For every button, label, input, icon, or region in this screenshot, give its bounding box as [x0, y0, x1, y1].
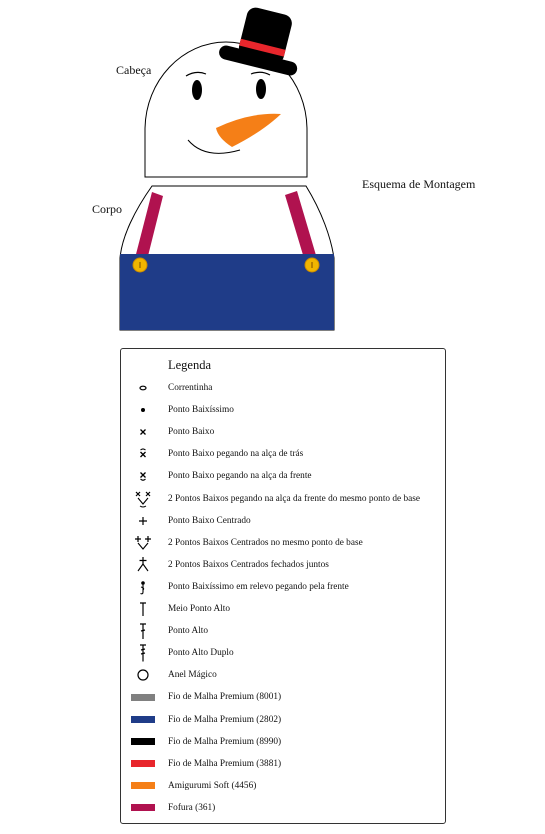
legend-item-label: Fio de Malha Premium (3881) [168, 758, 282, 769]
color-swatch [131, 694, 155, 701]
legend-item [121, 711, 447, 729]
legend-item-label: Ponto Alto [168, 626, 209, 637]
color-swatch-icon [131, 799, 155, 817]
legend-item [121, 445, 447, 463]
centered-increase-icon [131, 534, 155, 552]
legend-item [121, 534, 447, 552]
legend-item-label: Correntinha [168, 383, 213, 393]
legend-item [121, 490, 447, 508]
front-post-slip-stitch-icon [131, 578, 155, 596]
legend-title: Legenda [168, 358, 212, 372]
diagram-title: Esquema de Montagem [362, 177, 476, 191]
legend-item-label: Ponto Baixo Centrado [168, 515, 251, 526]
color-swatch-icon [131, 777, 155, 795]
legend-item [121, 755, 447, 773]
color-swatch-icon [131, 688, 155, 706]
single-crochet-front-loop-icon [131, 467, 155, 485]
treble-crochet-icon [131, 644, 155, 662]
chain-stitch-icon [131, 379, 155, 397]
magic-ring-icon [131, 666, 155, 684]
legend-item-label: Amigurumi Soft (4456) [168, 780, 257, 791]
legend-item-label: Fio de Malha Premium (2802) [168, 714, 282, 725]
label-head: Cabeça [116, 63, 152, 77]
increase-front-loop-icon [131, 490, 155, 508]
legend-item-label: Fio de Malha Premium (8001) [168, 692, 282, 703]
color-swatch [131, 804, 155, 811]
legend-item [121, 666, 447, 684]
legend-box [120, 348, 446, 824]
legend-item [121, 622, 447, 640]
legend-item [121, 799, 447, 817]
legend-item [121, 401, 447, 419]
single-crochet-icon [131, 423, 155, 441]
legend-item [121, 644, 447, 662]
legend-item-label: 2 Pontos Baixos pegando na alça da frente do mesmo ponto de base [168, 493, 420, 504]
legend-item [121, 423, 447, 441]
color-swatch-icon [131, 733, 155, 751]
single-crochet-back-loop-icon [131, 445, 155, 463]
legend-item-label: 2 Pontos Baixos Centrados no mesmo ponto de base [168, 537, 363, 548]
centered-single-crochet-icon [131, 512, 155, 530]
slip-stitch-icon [131, 401, 155, 419]
color-swatch-icon [131, 755, 155, 773]
legend-item-label: Ponto Baixíssimo [168, 405, 234, 416]
eye-right [256, 79, 266, 99]
legend-item [121, 733, 447, 751]
double-crochet-icon [131, 622, 155, 640]
legend-item-label: Fio de Malha Premium (8990) [168, 736, 282, 747]
legend-item-label: Anel Mágico [168, 670, 217, 681]
color-swatch [131, 760, 155, 767]
legend-item-label: Meio Ponto Alto [168, 604, 230, 614]
legend-item-label: Ponto Baixo pegando na alça de trás [168, 449, 304, 460]
half-double-crochet-icon [131, 600, 155, 618]
legend-item [121, 467, 447, 485]
legend-item-label: Fofura (361) [168, 802, 216, 813]
label-body: Corpo [92, 202, 122, 216]
legend-item [121, 379, 447, 397]
color-swatch-icon [131, 711, 155, 729]
color-swatch [131, 738, 155, 745]
head-part [145, 1, 309, 177]
legend-item-label: Ponto Alto Duplo [168, 648, 234, 659]
legend-item-label: Ponto Baixo pegando na alça da frente [168, 471, 312, 482]
color-swatch [131, 782, 155, 789]
legend-item [121, 512, 447, 530]
legend-item-label: 2 Pontos Baixos Centrados fechados juntos [168, 559, 329, 570]
legend-item [121, 688, 447, 706]
legend-item [121, 600, 447, 618]
legend-item [121, 777, 447, 795]
legend-item-label: Ponto Baixo [168, 427, 215, 438]
overalls [120, 254, 334, 330]
legend-item [121, 578, 447, 596]
assembly-diagram [0, 0, 545, 345]
color-swatch [131, 716, 155, 723]
eye-left [192, 80, 202, 100]
body-part [120, 186, 334, 330]
legend-item [121, 556, 447, 574]
legend-item-label: Ponto Baixíssimo em relevo pegando pela frente [168, 581, 349, 592]
centered-decrease-icon [131, 556, 155, 574]
